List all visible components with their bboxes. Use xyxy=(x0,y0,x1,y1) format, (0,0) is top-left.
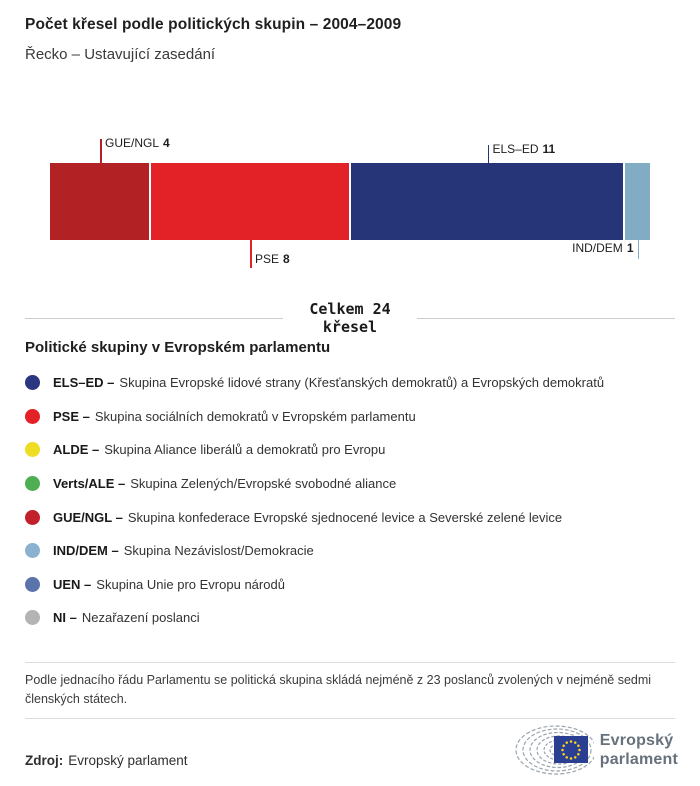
legend-item-els-ed xyxy=(25,366,685,400)
legend-item-pse xyxy=(25,400,685,434)
bar-segment-els-ed[interactable] xyxy=(351,163,623,240)
divider-line-right xyxy=(417,318,675,319)
legend-abbr: Verts/ALE – xyxy=(53,476,126,492)
source-value: Evropský parlament xyxy=(68,753,188,768)
legend-heading: Politické skupiny v Evropském parlamentu xyxy=(25,339,331,356)
legend-abbr: IND/DEM – xyxy=(53,543,119,559)
legend-color-dot xyxy=(25,510,40,525)
legend-color-dot xyxy=(25,476,40,491)
page-subtitle: Řecko – Ustavující zasedání xyxy=(25,46,216,63)
bar-segment-ind-dem[interactable] xyxy=(625,163,650,240)
hemicycle-eu-flag-icon xyxy=(510,723,594,777)
bar-label-ind-dem: IND/DEM 1 xyxy=(572,241,634,255)
legend-desc: Skupina Evropské lidové strany (Křesťanských demokratů) a Evropských demokratů xyxy=(119,375,605,391)
legend-color-dot xyxy=(25,375,40,390)
bar-segment-pse[interactable] xyxy=(151,163,349,240)
callout-line-pse xyxy=(250,240,252,268)
total-seats-line1: Celkem 24 xyxy=(309,300,391,318)
legend-desc: Skupina Aliance liberálů a demokratů pro Evropu xyxy=(104,442,386,458)
legend-abbr: NI – xyxy=(53,610,77,626)
legend-desc: Nezařazení poslanci xyxy=(81,610,200,626)
total-seats-line2: křesel xyxy=(322,317,378,336)
bar-segment-gue-ngl[interactable] xyxy=(50,163,149,240)
legend-abbr: ALDE – xyxy=(53,442,100,458)
logo-wordmark xyxy=(600,731,678,769)
legend-color-dot xyxy=(25,442,40,457)
legend-desc: Skupina Unie pro Evropu národů xyxy=(96,576,285,592)
stacked-bar xyxy=(50,163,650,240)
legend-item-verts-ale xyxy=(25,467,685,501)
bar-label-els-ed: ELS–ED 11 xyxy=(492,142,556,156)
legend-abbr: GUE/NGL – xyxy=(53,509,123,525)
source-line xyxy=(25,753,188,768)
legend-item-ni xyxy=(25,601,685,635)
total-seats-label xyxy=(309,301,390,336)
divider xyxy=(25,718,675,719)
bar-label-gue-ngl: GUE/NGL 4 xyxy=(105,136,170,150)
legend-desc: Skupina sociálních demokratů v Evropském parlamentu xyxy=(94,408,416,424)
legend-desc: Skupina konfederace Evropské sjednocené levice a Severské zelené levice xyxy=(127,509,563,525)
divider-line-left xyxy=(25,318,283,319)
legend-item-alde xyxy=(25,433,685,467)
legend-desc: Skupina Zelených/Evropské svobodné aliance xyxy=(130,476,397,492)
legend-item-gue-ngl xyxy=(25,500,685,534)
seats-stacked-bar-chart xyxy=(0,130,700,290)
legend-desc: Skupina Nezávislost/Demokracie xyxy=(123,543,314,559)
callout-line-gue-ngl xyxy=(100,139,102,163)
logo-line1: Evropský xyxy=(599,732,674,749)
logo-line2: parlament xyxy=(599,751,678,768)
legend-color-dot xyxy=(25,543,40,558)
total-seats-divider xyxy=(25,301,675,336)
legend-color-dot xyxy=(25,577,40,592)
legend-color-dot xyxy=(25,409,40,424)
bar-label-pse: PSE 8 xyxy=(255,252,290,266)
legend-abbr: UEN – xyxy=(53,576,92,592)
page-title: Počet křesel podle politických skupin – 2004–2009 xyxy=(25,16,402,33)
callout-line-ind-dem xyxy=(638,240,640,259)
callout-line-els-ed xyxy=(488,145,490,163)
legend-list xyxy=(25,366,685,635)
european-parliament-logo xyxy=(510,723,678,777)
source-label: Zdroj: xyxy=(25,753,64,768)
footnote: Podle jednacího řádu Parlamentu se politická skupina skládá nejméně z 23 poslanců zvolených v nejméně sedmi členských státech. xyxy=(25,673,652,706)
legend-item-uen xyxy=(25,568,685,602)
divider xyxy=(25,662,675,663)
legend-abbr: ELS–ED – xyxy=(53,375,115,391)
legend-abbr: PSE – xyxy=(53,408,90,424)
legend-item-ind-dem xyxy=(25,534,685,568)
legend-color-dot xyxy=(25,610,40,625)
